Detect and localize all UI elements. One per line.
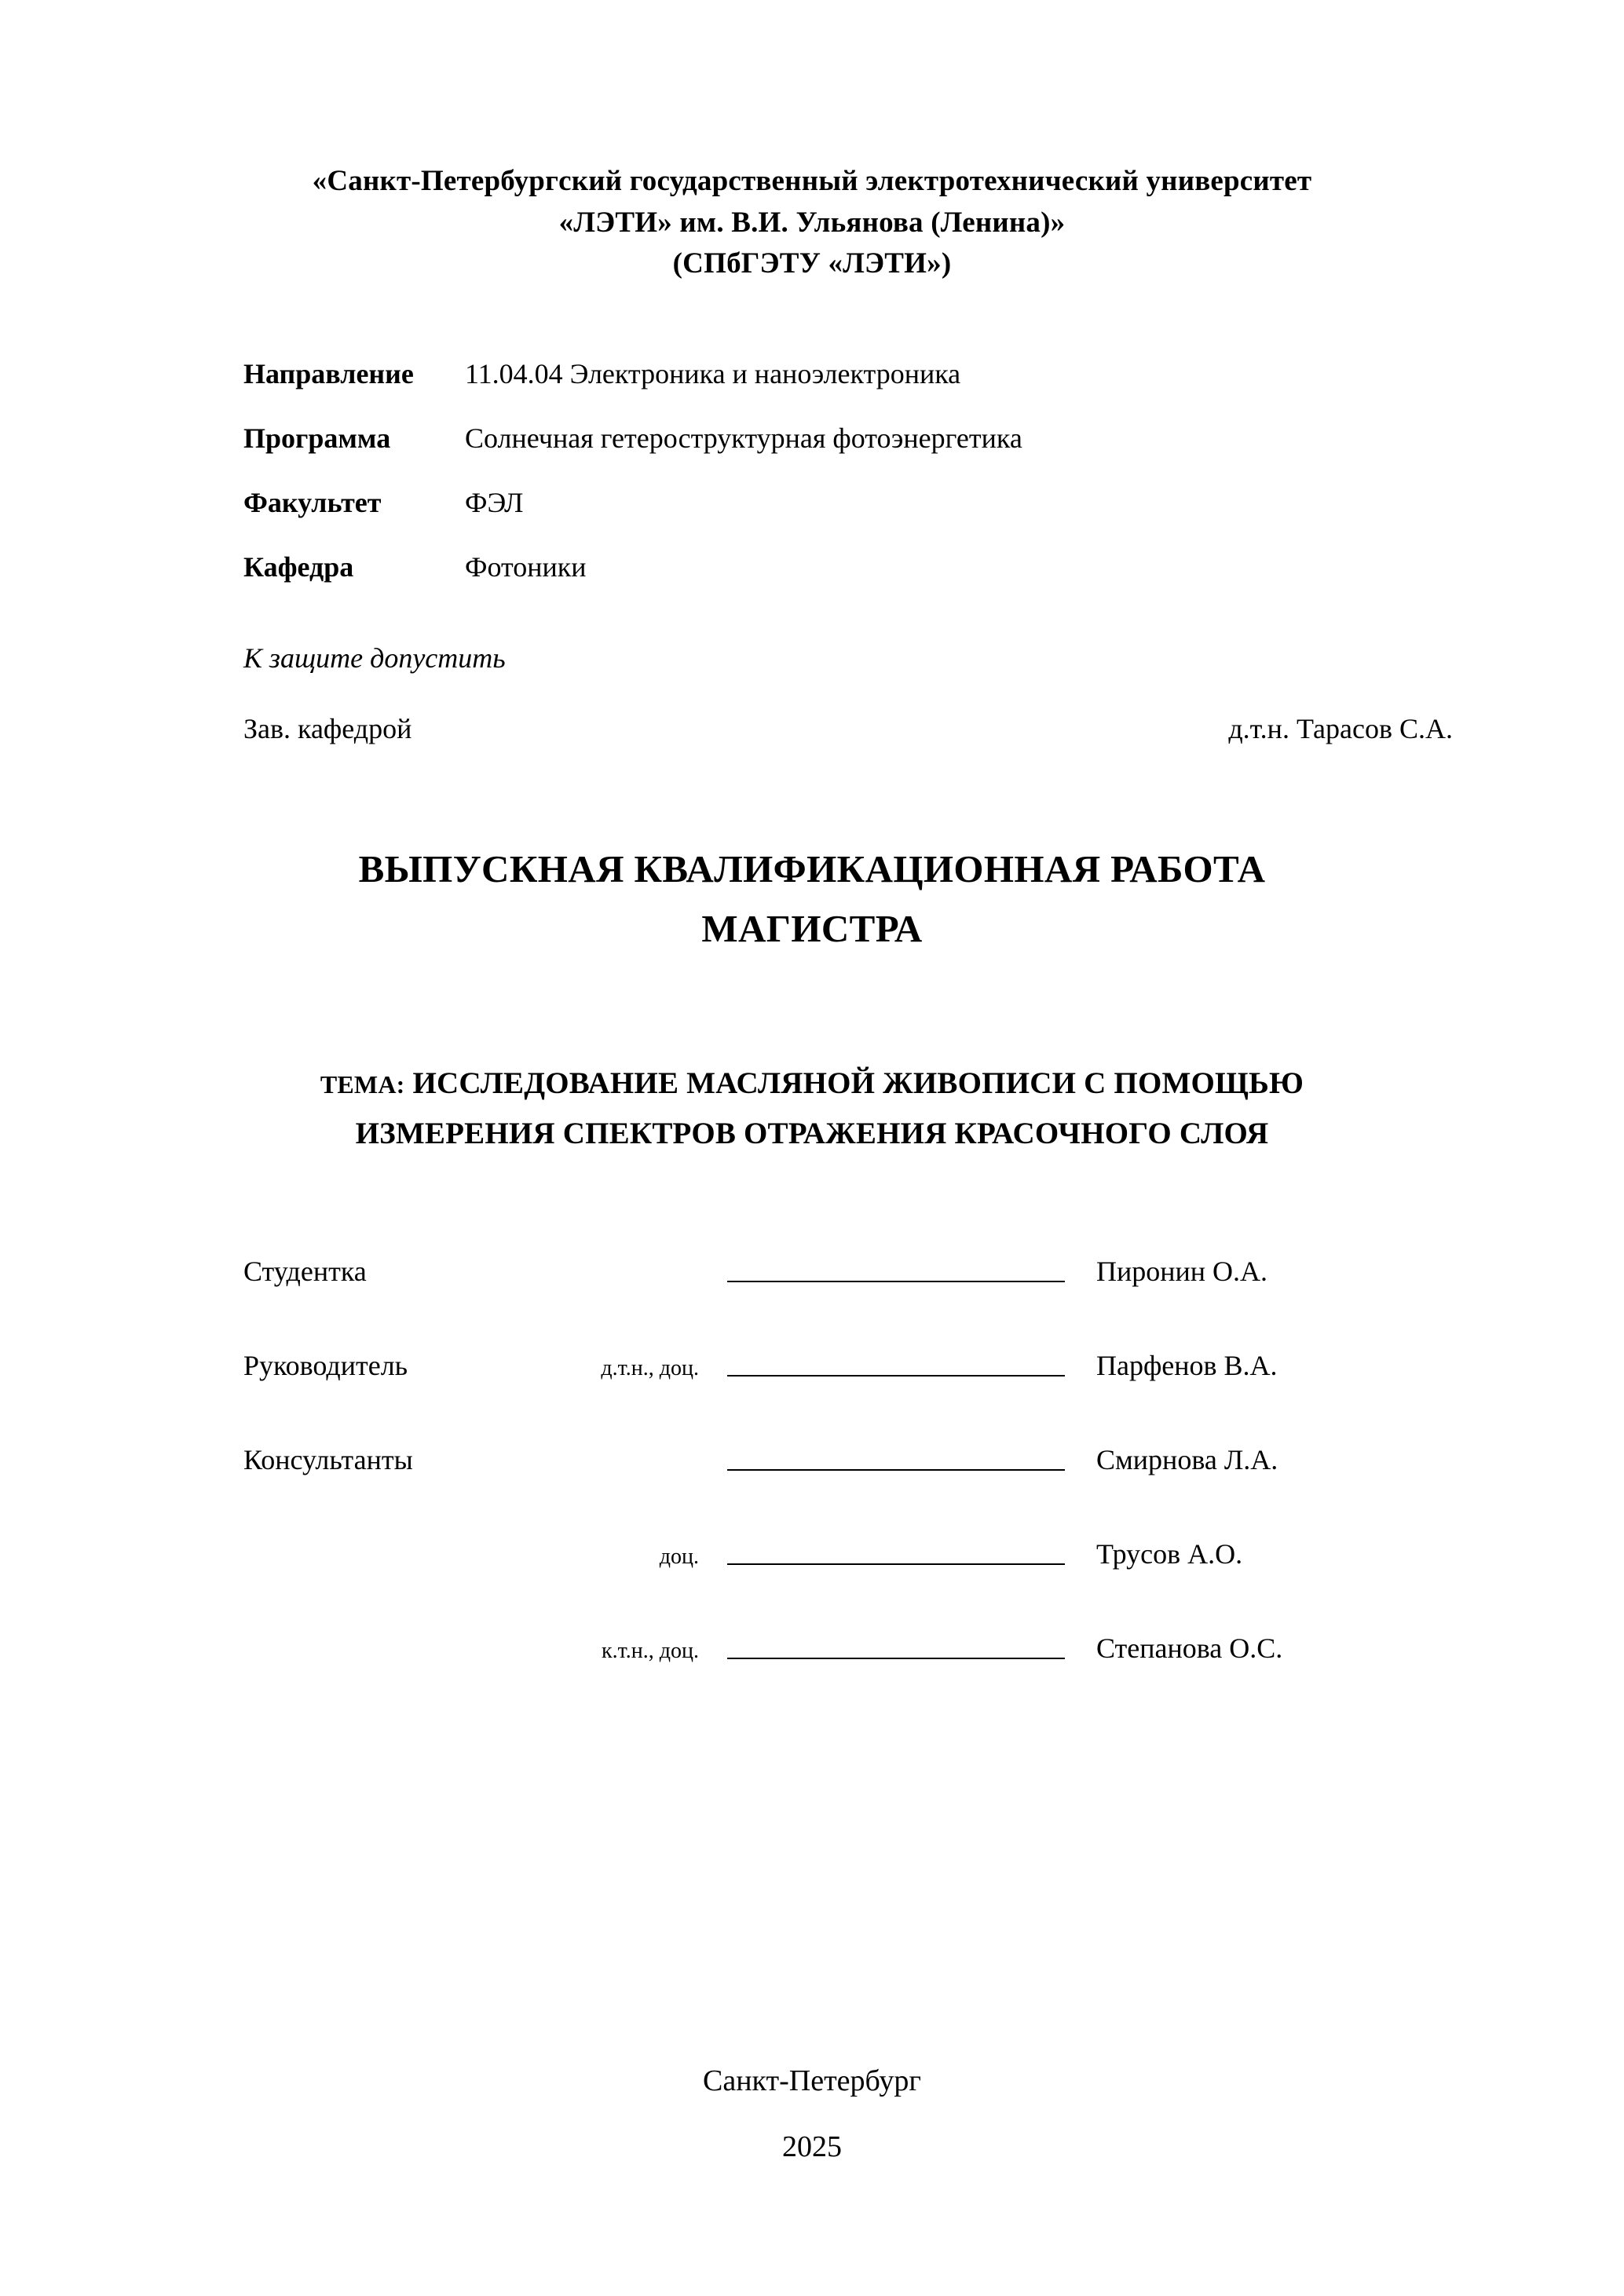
meta-label-programma: Программа [243,422,391,454]
theme-text-1: ИССЛЕДОВАНИЕ МАСЛЯНОЙ ЖИВОПИСИ С ПОМОЩЬЮ [412,1066,1304,1101]
signature-role-supervisor: Руководитель [243,1349,408,1381]
signature-row-student [243,1240,1443,1285]
university-header-line-3: (СПбГЭТУ «ЛЭТИ») [672,247,952,280]
university-header-line-2: «ЛЭТИ» им. В.И. Ульянова (Ленина)» [558,206,1066,239]
approval-block [118,642,1506,745]
signature-row-consultant-1 [243,1428,1443,1474]
signature-degree-supervisor: д.т.н., доц. [601,1355,699,1380]
meta-row-napravlenie [243,357,1506,390]
signature-line-student[interactable] [727,1254,1065,1282]
meta-label-kafedra: Кафедра [243,550,354,583]
signature-name-supervisor: Парфенов В.А. [1096,1349,1278,1381]
signature-degree-consultant-2: доц. [659,1544,699,1569]
signature-line-supervisor[interactable] [727,1348,1065,1377]
meta-value-programma: Солнечная гетероструктурная фотоэнергетика [465,422,1022,454]
signature-line-consultant-3[interactable] [727,1631,1065,1659]
signature-name-consultant-1: Смирнова Л.А. [1096,1443,1278,1475]
signature-role-student: Студентка [243,1255,367,1287]
meta-row-programma [243,422,1506,455]
work-title [118,839,1506,959]
signature-role-consultants: Консультанты [243,1443,413,1475]
page-footer [0,2064,1624,2164]
meta-row-fakultet [243,486,1506,519]
signature-name-consultant-2: Трусов А.О. [1096,1537,1243,1570]
footer-year: 2025 [782,2130,842,2163]
theme-line-1 [144,1058,1480,1108]
university-header-line-1: «Санкт-Петербургский государственный электротехнический университет [312,165,1312,197]
university-header [118,161,1506,285]
meta-value-napravlenie: 11.04.04 Электроника и наноэлектроника [465,357,961,389]
approval-note: К защите допустить [243,642,506,674]
approval-person: д.т.н. Тарасов С.А. [1228,712,1453,744]
footer-city: Санкт-Петербург [702,2064,922,2097]
approval-row [243,712,1453,745]
meta-value-fakultet: ФЭЛ [465,486,524,518]
program-meta [118,357,1506,583]
meta-row-kafedra [243,550,1506,583]
signature-row-consultant-2 [243,1523,1443,1568]
signature-line-consultant-2[interactable] [727,1537,1065,1565]
signature-row-supervisor [243,1334,1443,1380]
signature-block [118,1240,1506,1662]
signature-degree-consultant-3: к.т.н., доц. [602,1638,699,1663]
meta-label-napravlenie: Направление [243,357,414,389]
meta-label-fakultet: Факультет [243,486,382,518]
work-title-line-2: МАГИСТРА [701,906,923,950]
signature-name-student: Пиронин О.А. [1096,1255,1268,1287]
thesis-theme [118,1058,1506,1157]
theme-prefix: ТЕМА: [320,1070,405,1099]
approval-role: Зав. кафедрой [243,712,412,744]
signature-name-consultant-3: Степанова О.С. [1096,1632,1283,1664]
signature-row-consultant-3 [243,1617,1443,1662]
work-title-line-1: ВЫПУСКНАЯ КВАЛИФИКАЦИОННАЯ РАБОТА [358,846,1266,890]
meta-value-kafedra: Фотоники [465,550,587,583]
signature-line-consultant-1[interactable] [727,1442,1065,1471]
theme-line-2: ИЗМЕРЕНИЯ СПЕКТРОВ ОТРАЖЕНИЯ КРАСОЧНОГО СЛОЯ [355,1116,1269,1150]
